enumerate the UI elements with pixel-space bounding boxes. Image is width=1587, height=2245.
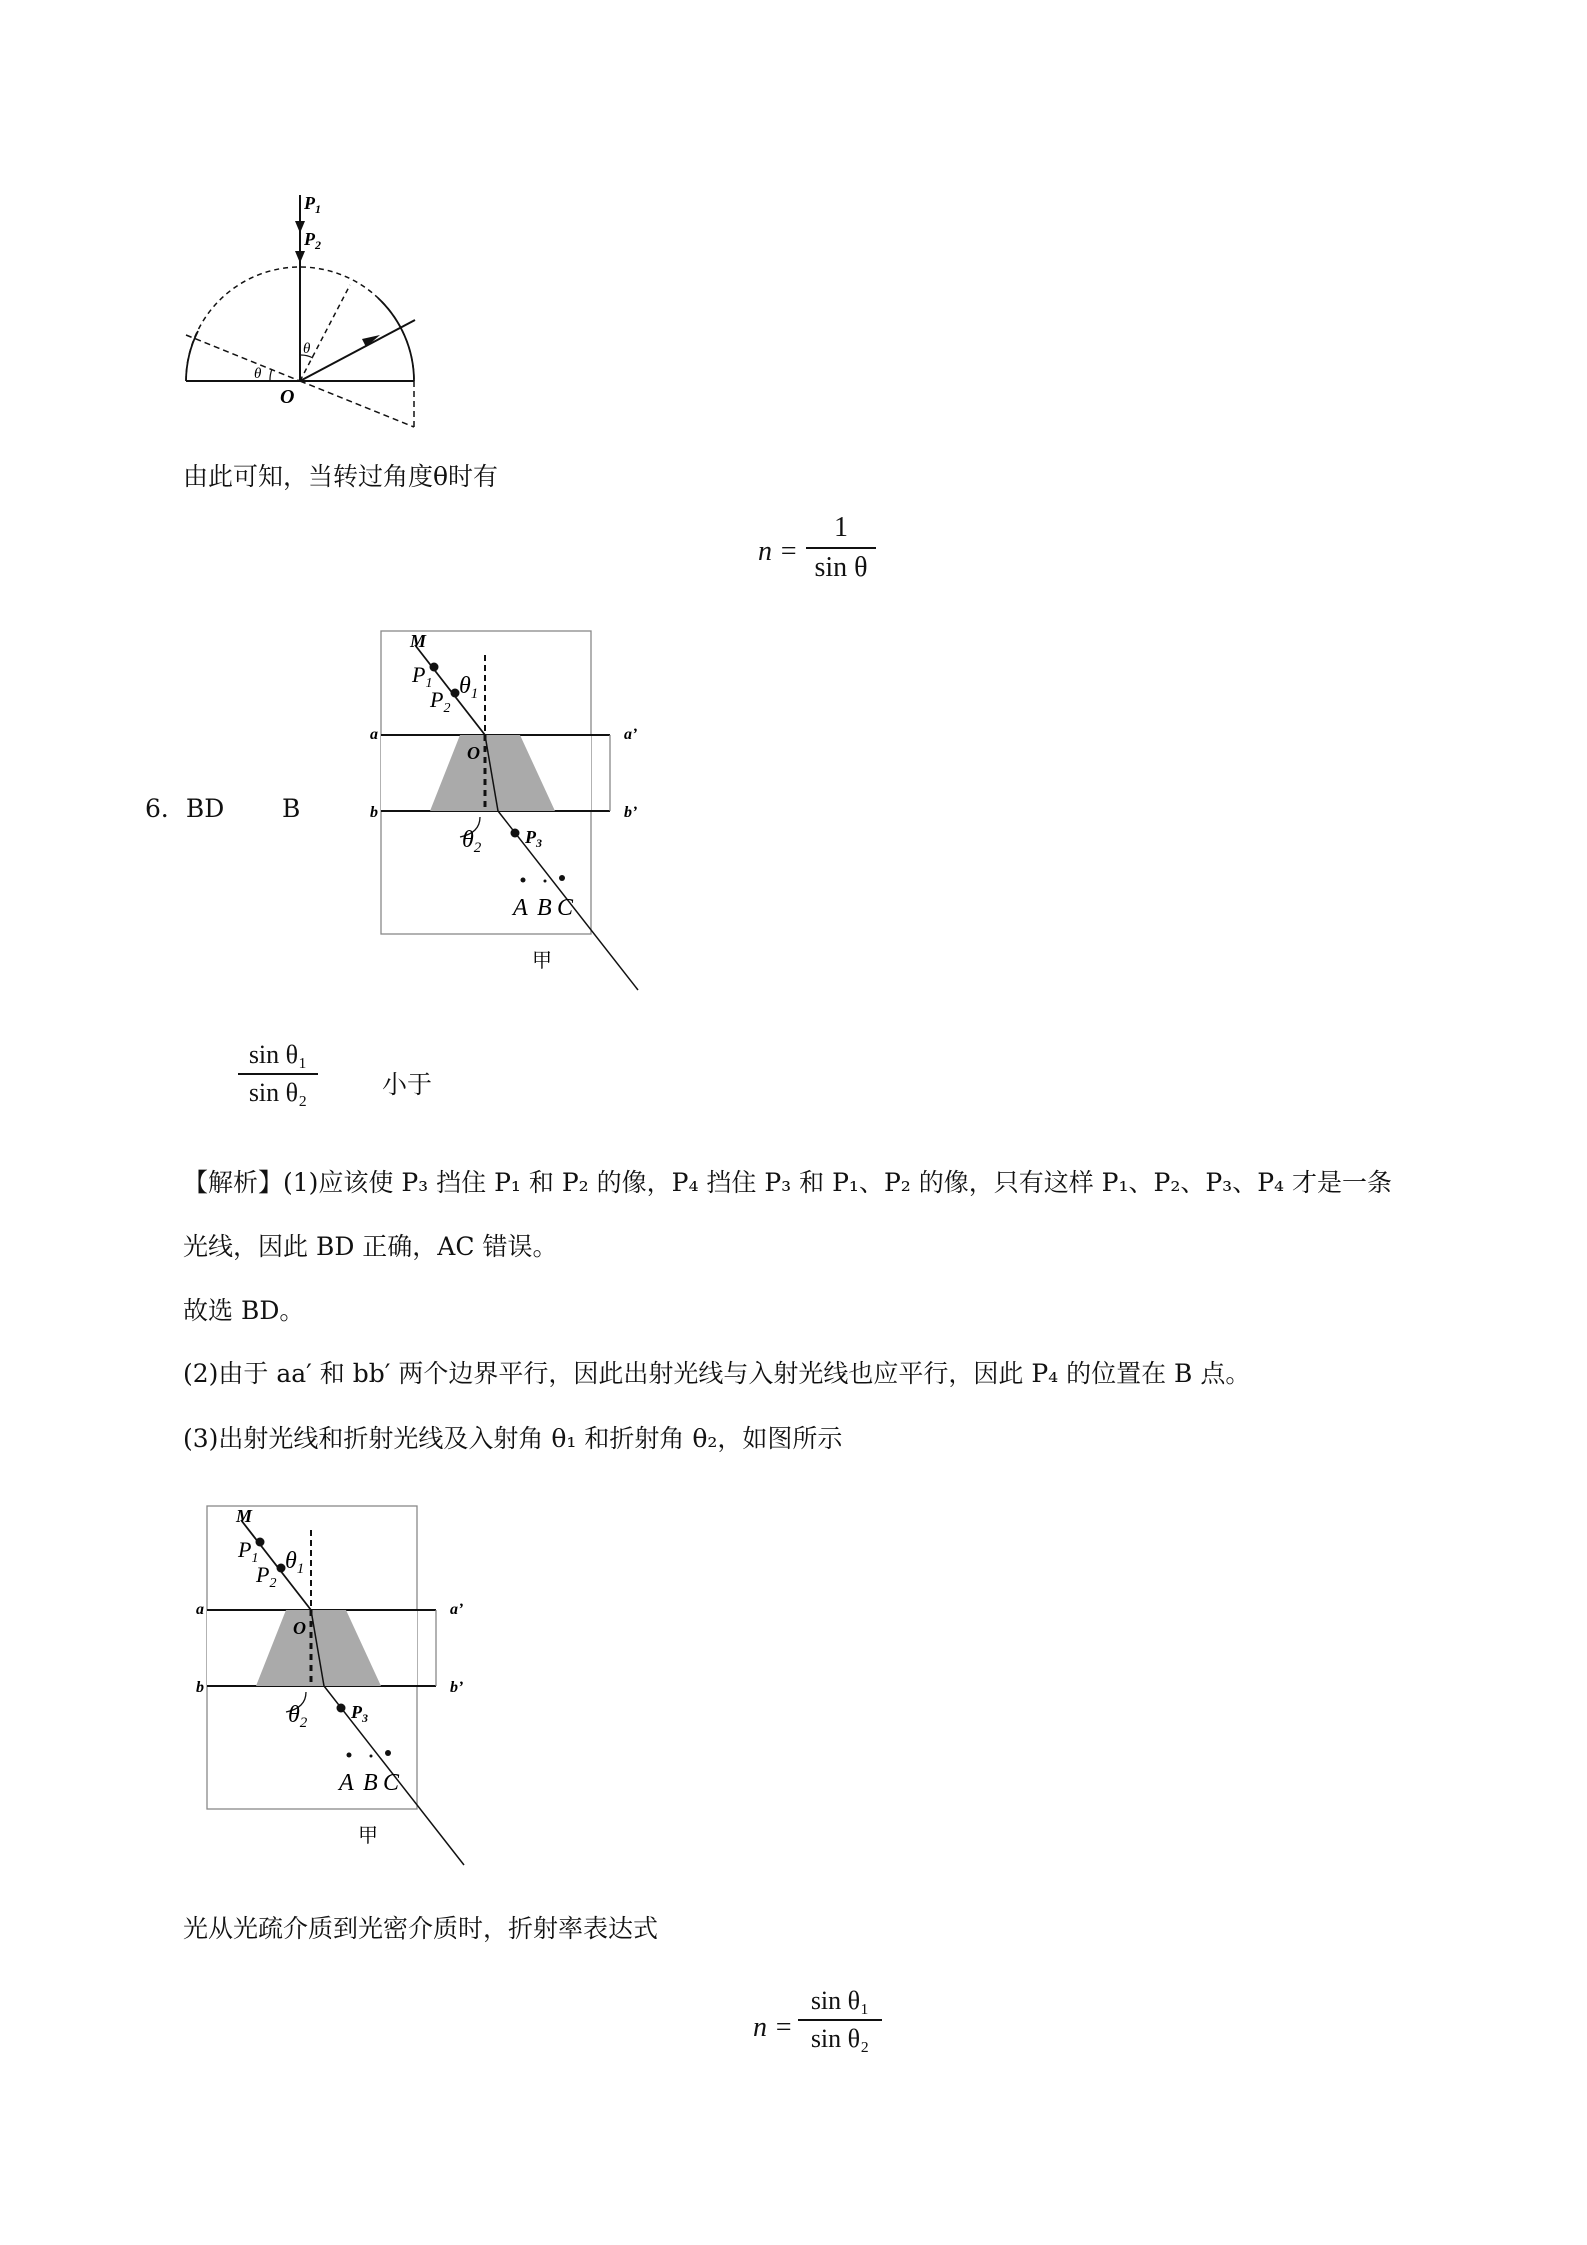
q6-answer-2: B xyxy=(282,794,301,823)
fig-jia-theta2-label: $\theta_2$ xyxy=(288,1702,308,1731)
fig-jia-b-label: b xyxy=(196,1679,204,1696)
glass-block-figure-2 xyxy=(196,1500,576,1880)
analysis-part1: 【解析】(1)应该使 P₃ 挡住 P₁ 和 P₂ 的像，P₄ 挡住 P₃ 和 P₁、P₂ 的像，只有这样 P₁、P₂、P₃、P₄ 才是一条 xyxy=(183,1168,1392,1197)
para-sparse-to-dense: 光从光疏介质到光密介质时，折射率表达式 xyxy=(183,1914,659,1943)
fig-jia-caption: 甲 xyxy=(532,950,552,972)
q6-answer-3-denominator: sin θ₂ xyxy=(248,1077,308,1107)
analysis-part2: (2)由于 aa′ 和 bb′ 两个边界平行，因此出射光线与入射光线也应平行，因此 P₄ 的位置在 B 点。 xyxy=(183,1359,1251,1388)
fig-jia-p1-label: $P_1$ xyxy=(238,1537,259,1566)
analysis-part1-continued: 光线，因此 BD 正确，AC 错误。 xyxy=(183,1232,558,1261)
fig-jia-theta1-label: $\theta_1$ xyxy=(459,673,479,702)
formula1-denominator: sin θ xyxy=(814,551,868,583)
fig-jia-b-prime-label: b’ xyxy=(624,804,638,821)
formula2-lhs: n = xyxy=(753,2012,793,2043)
analysis-choice: 故选 BD。 xyxy=(183,1296,305,1325)
fig-jia-p3-label: $P_3$ xyxy=(351,1702,368,1725)
fig-jia-p3-label: $P_3$ xyxy=(525,827,542,850)
fig-jia-m-label: M xyxy=(236,1506,253,1526)
analysis-part3: (3)出射光线和折射光线及入射角 θ₁ 和折射角 θ₂，如图所示 xyxy=(183,1424,843,1453)
q6-answer-3-numerator: sin θ₁ xyxy=(248,1040,308,1069)
fig-jia-A-label: A xyxy=(513,895,528,921)
fig-jia-B-label: B xyxy=(537,895,552,921)
fig-jia-o-label: O xyxy=(293,1618,306,1638)
fig-jia-theta2-label: $\theta_2$ xyxy=(462,827,482,856)
fig-jia-b-label: b xyxy=(370,804,378,821)
fig-jia-p2-label: $P_2$ xyxy=(256,1562,277,1591)
fig-jia-p1-label: $P_1$ xyxy=(412,662,433,691)
formula2-denominator: sin θ₂ xyxy=(810,2023,870,2053)
fig-jia-b-prime-label: b’ xyxy=(450,1679,464,1696)
fig-jia-theta1-label: $\theta_1$ xyxy=(285,1548,305,1577)
fig-jia-a-label: a xyxy=(370,726,378,743)
fig-jia-o-label: O xyxy=(467,743,480,763)
fig-jia-caption: 甲 xyxy=(358,1825,378,1847)
fig1-theta-left: θ xyxy=(254,366,262,382)
q6-answer-4: 小于 xyxy=(382,1070,433,1099)
fig1-theta-center: θ xyxy=(303,341,311,357)
q6-answer-3-fraction xyxy=(238,1040,318,1108)
fig1-p1-label: $P_1$ xyxy=(304,193,321,216)
formula1-lhs: n = xyxy=(758,536,798,567)
fig-jia-p2-label: $P_2$ xyxy=(430,687,451,716)
fig-jia-m-label: M xyxy=(410,631,427,651)
fig-jia-B-label: B xyxy=(363,1770,378,1796)
fig-jia-A-label: A xyxy=(339,1770,354,1796)
fig-jia-a-label: a xyxy=(196,1601,204,1618)
formula1-fraction xyxy=(806,512,876,584)
formula2-numerator: sin θ₁ xyxy=(810,1986,870,2015)
fig-jia-a-prime-label: a’ xyxy=(450,1601,464,1618)
fig1-origin-label: O xyxy=(280,386,295,408)
fig-jia-C-label: C xyxy=(557,895,574,921)
formula1-numerator: 1 xyxy=(834,512,848,543)
para-rotation: 由此可知，当转过角度θ时有 xyxy=(183,462,499,491)
fig-jia-C-label: C xyxy=(383,1770,400,1796)
semicircle-figure xyxy=(170,185,430,450)
formula2-fraction xyxy=(798,1986,882,2054)
glass-block-figure-1 xyxy=(370,625,750,1005)
fig-jia-a-prime-label: a’ xyxy=(624,726,638,743)
fig1-p2-label: $P_2$ xyxy=(304,229,321,252)
q6-number-answer: 6．BD xyxy=(145,794,225,823)
